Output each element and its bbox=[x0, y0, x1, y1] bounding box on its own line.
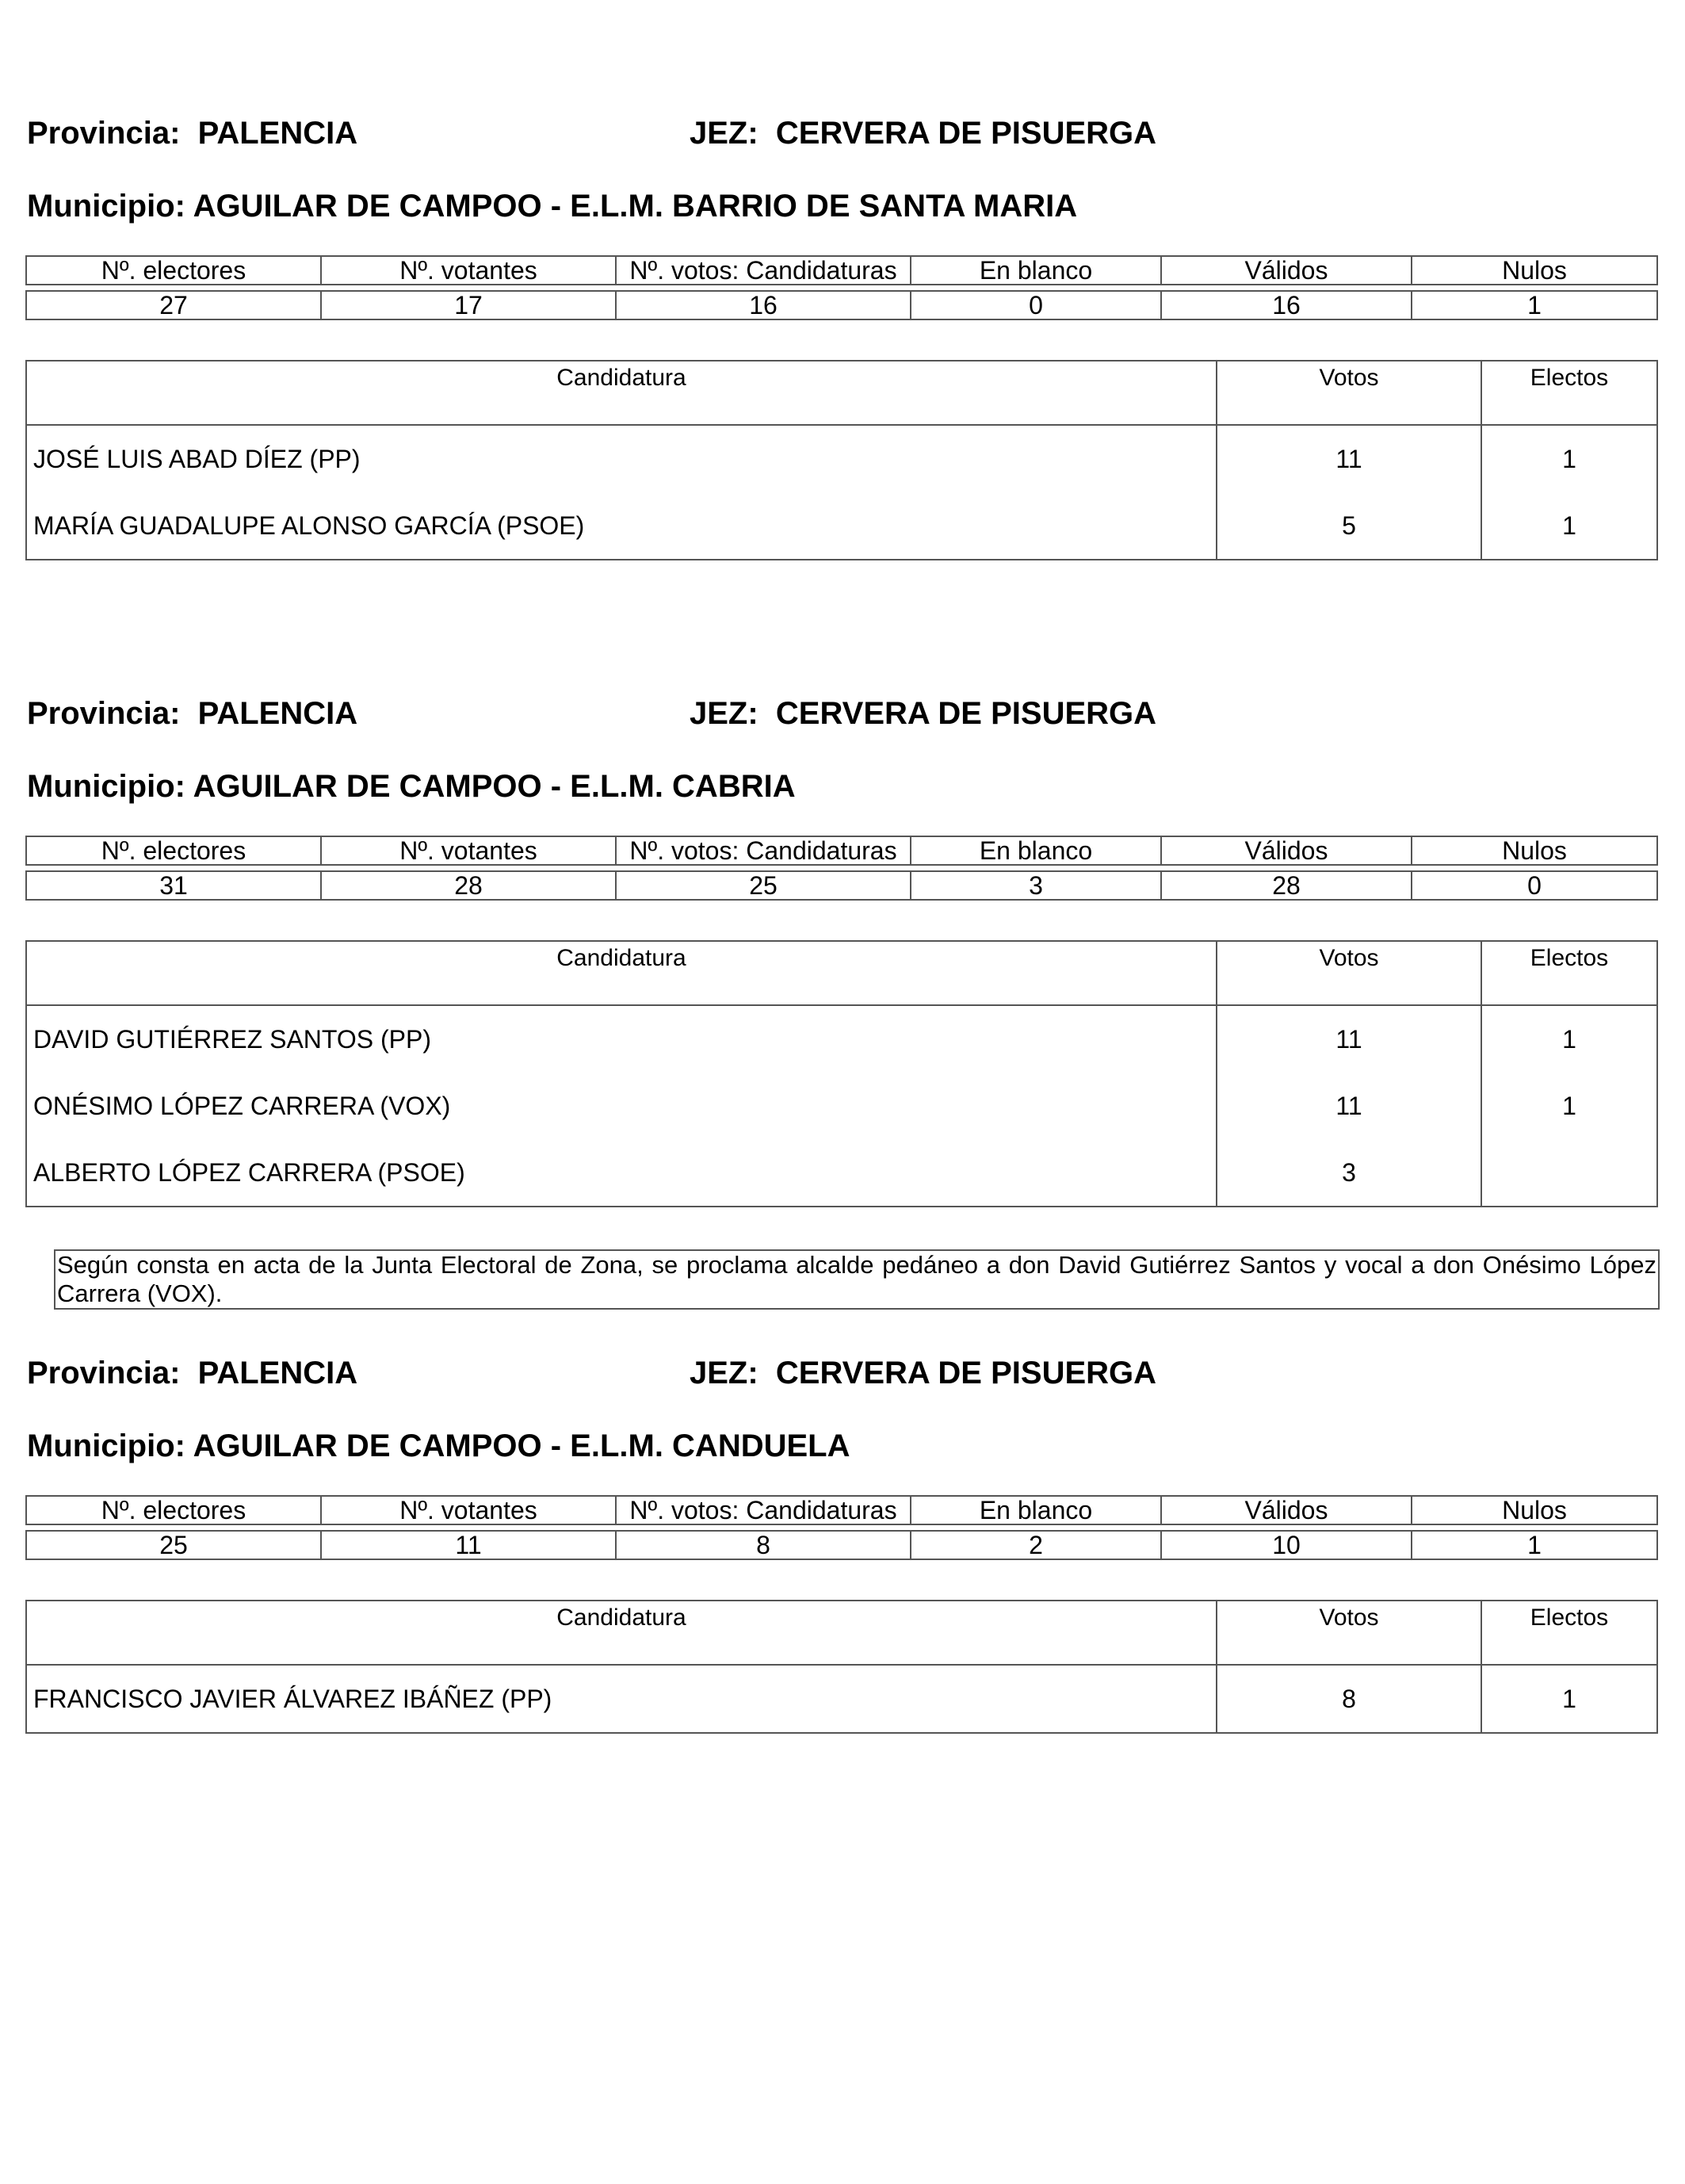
header-votos: Votos bbox=[1217, 1601, 1481, 1665]
jez-line bbox=[690, 698, 1156, 729]
value-votos-candidaturas: 16 bbox=[616, 291, 911, 319]
municipio-label: Municipio: bbox=[27, 1429, 185, 1463]
header-candidatura: Candidatura bbox=[26, 1601, 1217, 1665]
header-candidatura: Candidatura bbox=[26, 361, 1217, 425]
stats-value-row bbox=[26, 871, 1657, 900]
value-votantes: 28 bbox=[321, 871, 616, 900]
header-votos: Votos bbox=[1217, 941, 1481, 1005]
header-votos: Votos bbox=[1217, 361, 1481, 425]
candidate-votos: 8 bbox=[1217, 1665, 1481, 1733]
header-candidatura: Candidatura bbox=[26, 941, 1217, 1005]
header-electos: Electos bbox=[1481, 361, 1657, 425]
header-votantes: Nº. votantes bbox=[321, 836, 616, 865]
header-electos: Electos bbox=[1481, 941, 1657, 1005]
header-nulos: Nulos bbox=[1412, 836, 1657, 865]
header-nulos: Nulos bbox=[1412, 256, 1657, 285]
table-row bbox=[26, 1005, 1657, 1073]
proclamation-note: Según consta en acta de la Junta Electoral de Zona, se proclama alcalde pedáneo a don David Gutiérrez Santos y vocal a don Onésimo López Carrera (VOX). bbox=[54, 1249, 1660, 1310]
candidate-votos: 5 bbox=[1217, 492, 1481, 560]
stats-value-row bbox=[26, 291, 1657, 319]
provincia-label: Provincia: bbox=[27, 696, 181, 731]
candidates-header-row bbox=[26, 941, 1657, 1005]
table-row bbox=[26, 1073, 1657, 1139]
candidate-votos: 3 bbox=[1217, 1139, 1481, 1207]
stats-header-row bbox=[26, 836, 1657, 865]
value-validos: 28 bbox=[1161, 871, 1412, 900]
candidates-table bbox=[25, 940, 1658, 1207]
header-votos-candidaturas: Nº. votos: Candidaturas bbox=[616, 256, 911, 285]
provincia-value: PALENCIA bbox=[197, 1356, 358, 1390]
municipio-line bbox=[27, 1430, 850, 1462]
header-votantes: Nº. votantes bbox=[321, 1496, 616, 1524]
header-electos: Electos bbox=[1481, 1601, 1657, 1665]
value-en-blanco: 3 bbox=[911, 871, 1161, 900]
value-nulos: 1 bbox=[1412, 1531, 1657, 1559]
candidate-electos: 1 bbox=[1481, 1073, 1657, 1139]
value-en-blanco: 2 bbox=[911, 1531, 1161, 1559]
candidate-electos bbox=[1481, 1139, 1657, 1207]
header-electores: Nº. electores bbox=[26, 256, 321, 285]
stats-table bbox=[25, 255, 1658, 320]
value-votantes: 11 bbox=[321, 1531, 616, 1559]
table-row bbox=[26, 492, 1657, 560]
stats-value-row bbox=[26, 1531, 1657, 1559]
value-electores: 27 bbox=[26, 291, 321, 319]
header-en-blanco: En blanco bbox=[911, 836, 1161, 865]
table-row bbox=[26, 1139, 1657, 1207]
stats-table bbox=[25, 836, 1658, 901]
candidate-name: ALBERTO LÓPEZ CARRERA (PSOE) bbox=[26, 1139, 1217, 1207]
value-validos: 16 bbox=[1161, 291, 1412, 319]
provincia-line bbox=[27, 117, 357, 149]
candidates-table bbox=[25, 1600, 1658, 1734]
jez-label: JEZ: bbox=[690, 696, 758, 731]
header-en-blanco: En blanco bbox=[911, 1496, 1161, 1524]
jez-label: JEZ: bbox=[690, 1356, 758, 1390]
candidate-name: ONÉSIMO LÓPEZ CARRERA (VOX) bbox=[26, 1073, 1217, 1139]
candidate-electos: 1 bbox=[1481, 425, 1657, 492]
candidate-name: FRANCISCO JAVIER ÁLVAREZ IBÁÑEZ (PP) bbox=[26, 1665, 1217, 1733]
jez-value: CERVERA DE PISUERGA bbox=[775, 696, 1157, 731]
provincia-label: Provincia: bbox=[27, 116, 181, 151]
header-votantes: Nº. votantes bbox=[321, 256, 616, 285]
provincia-value: PALENCIA bbox=[197, 696, 358, 731]
candidates-header-row bbox=[26, 361, 1657, 425]
provincia-value: PALENCIA bbox=[197, 116, 358, 151]
candidate-electos: 1 bbox=[1481, 1665, 1657, 1733]
municipio-value: AGUILAR DE CAMPOO - E.L.M. CABRIA bbox=[193, 769, 796, 804]
jez-line bbox=[690, 117, 1156, 149]
candidate-votos: 11 bbox=[1217, 1073, 1481, 1139]
jez-line bbox=[690, 1357, 1156, 1389]
value-votos-candidaturas: 8 bbox=[616, 1531, 911, 1559]
value-electores: 31 bbox=[26, 871, 321, 900]
header-electores: Nº. electores bbox=[26, 1496, 321, 1524]
stats-header-row bbox=[26, 1496, 1657, 1524]
candidate-electos: 1 bbox=[1481, 1005, 1657, 1073]
candidate-name: MARÍA GUADALUPE ALONSO GARCÍA (PSOE) bbox=[26, 492, 1217, 560]
municipio-value: AGUILAR DE CAMPOO - E.L.M. CANDUELA bbox=[193, 1429, 850, 1463]
table-row bbox=[26, 425, 1657, 492]
section-canduela bbox=[25, 1357, 1656, 1754]
section-cabria bbox=[25, 698, 1656, 1332]
provincia-line bbox=[27, 1357, 357, 1389]
candidate-votos: 11 bbox=[1217, 1005, 1481, 1073]
candidates-table bbox=[25, 360, 1658, 560]
header-validos: Válidos bbox=[1161, 256, 1412, 285]
section-barrio-de-santa-maria bbox=[25, 117, 1656, 561]
header-electores: Nº. electores bbox=[26, 836, 321, 865]
candidate-name: DAVID GUTIÉRREZ SANTOS (PP) bbox=[26, 1005, 1217, 1073]
value-electores: 25 bbox=[26, 1531, 321, 1559]
municipio-label: Municipio: bbox=[27, 769, 185, 804]
header-nulos: Nulos bbox=[1412, 1496, 1657, 1524]
jez-value: CERVERA DE PISUERGA bbox=[775, 1356, 1157, 1390]
stats-header-row bbox=[26, 256, 1657, 285]
jez-value: CERVERA DE PISUERGA bbox=[775, 116, 1157, 151]
candidates-header-row bbox=[26, 1601, 1657, 1665]
header-votos-candidaturas: Nº. votos: Candidaturas bbox=[616, 836, 911, 865]
value-nulos: 0 bbox=[1412, 871, 1657, 900]
header-en-blanco: En blanco bbox=[911, 256, 1161, 285]
header-validos: Válidos bbox=[1161, 1496, 1412, 1524]
municipio-value: AGUILAR DE CAMPOO - E.L.M. BARRIO DE SANTA MARIA bbox=[193, 189, 1078, 224]
value-nulos: 1 bbox=[1412, 291, 1657, 319]
candidate-votos: 11 bbox=[1217, 425, 1481, 492]
table-row bbox=[26, 1665, 1657, 1733]
candidate-electos: 1 bbox=[1481, 492, 1657, 560]
candidate-name: JOSÉ LUIS ABAD DÍEZ (PP) bbox=[26, 425, 1217, 492]
jez-label: JEZ: bbox=[690, 116, 758, 151]
municipio-line bbox=[27, 190, 1077, 222]
value-votantes: 17 bbox=[321, 291, 616, 319]
provincia-line bbox=[27, 698, 357, 729]
header-validos: Válidos bbox=[1161, 836, 1412, 865]
value-validos: 10 bbox=[1161, 1531, 1412, 1559]
value-votos-candidaturas: 25 bbox=[616, 871, 911, 900]
value-en-blanco: 0 bbox=[911, 291, 1161, 319]
header-votos-candidaturas: Nº. votos: Candidaturas bbox=[616, 1496, 911, 1524]
municipio-label: Municipio: bbox=[27, 189, 185, 224]
provincia-label: Provincia: bbox=[27, 1356, 181, 1390]
municipio-line bbox=[27, 771, 796, 802]
stats-table bbox=[25, 1495, 1658, 1560]
